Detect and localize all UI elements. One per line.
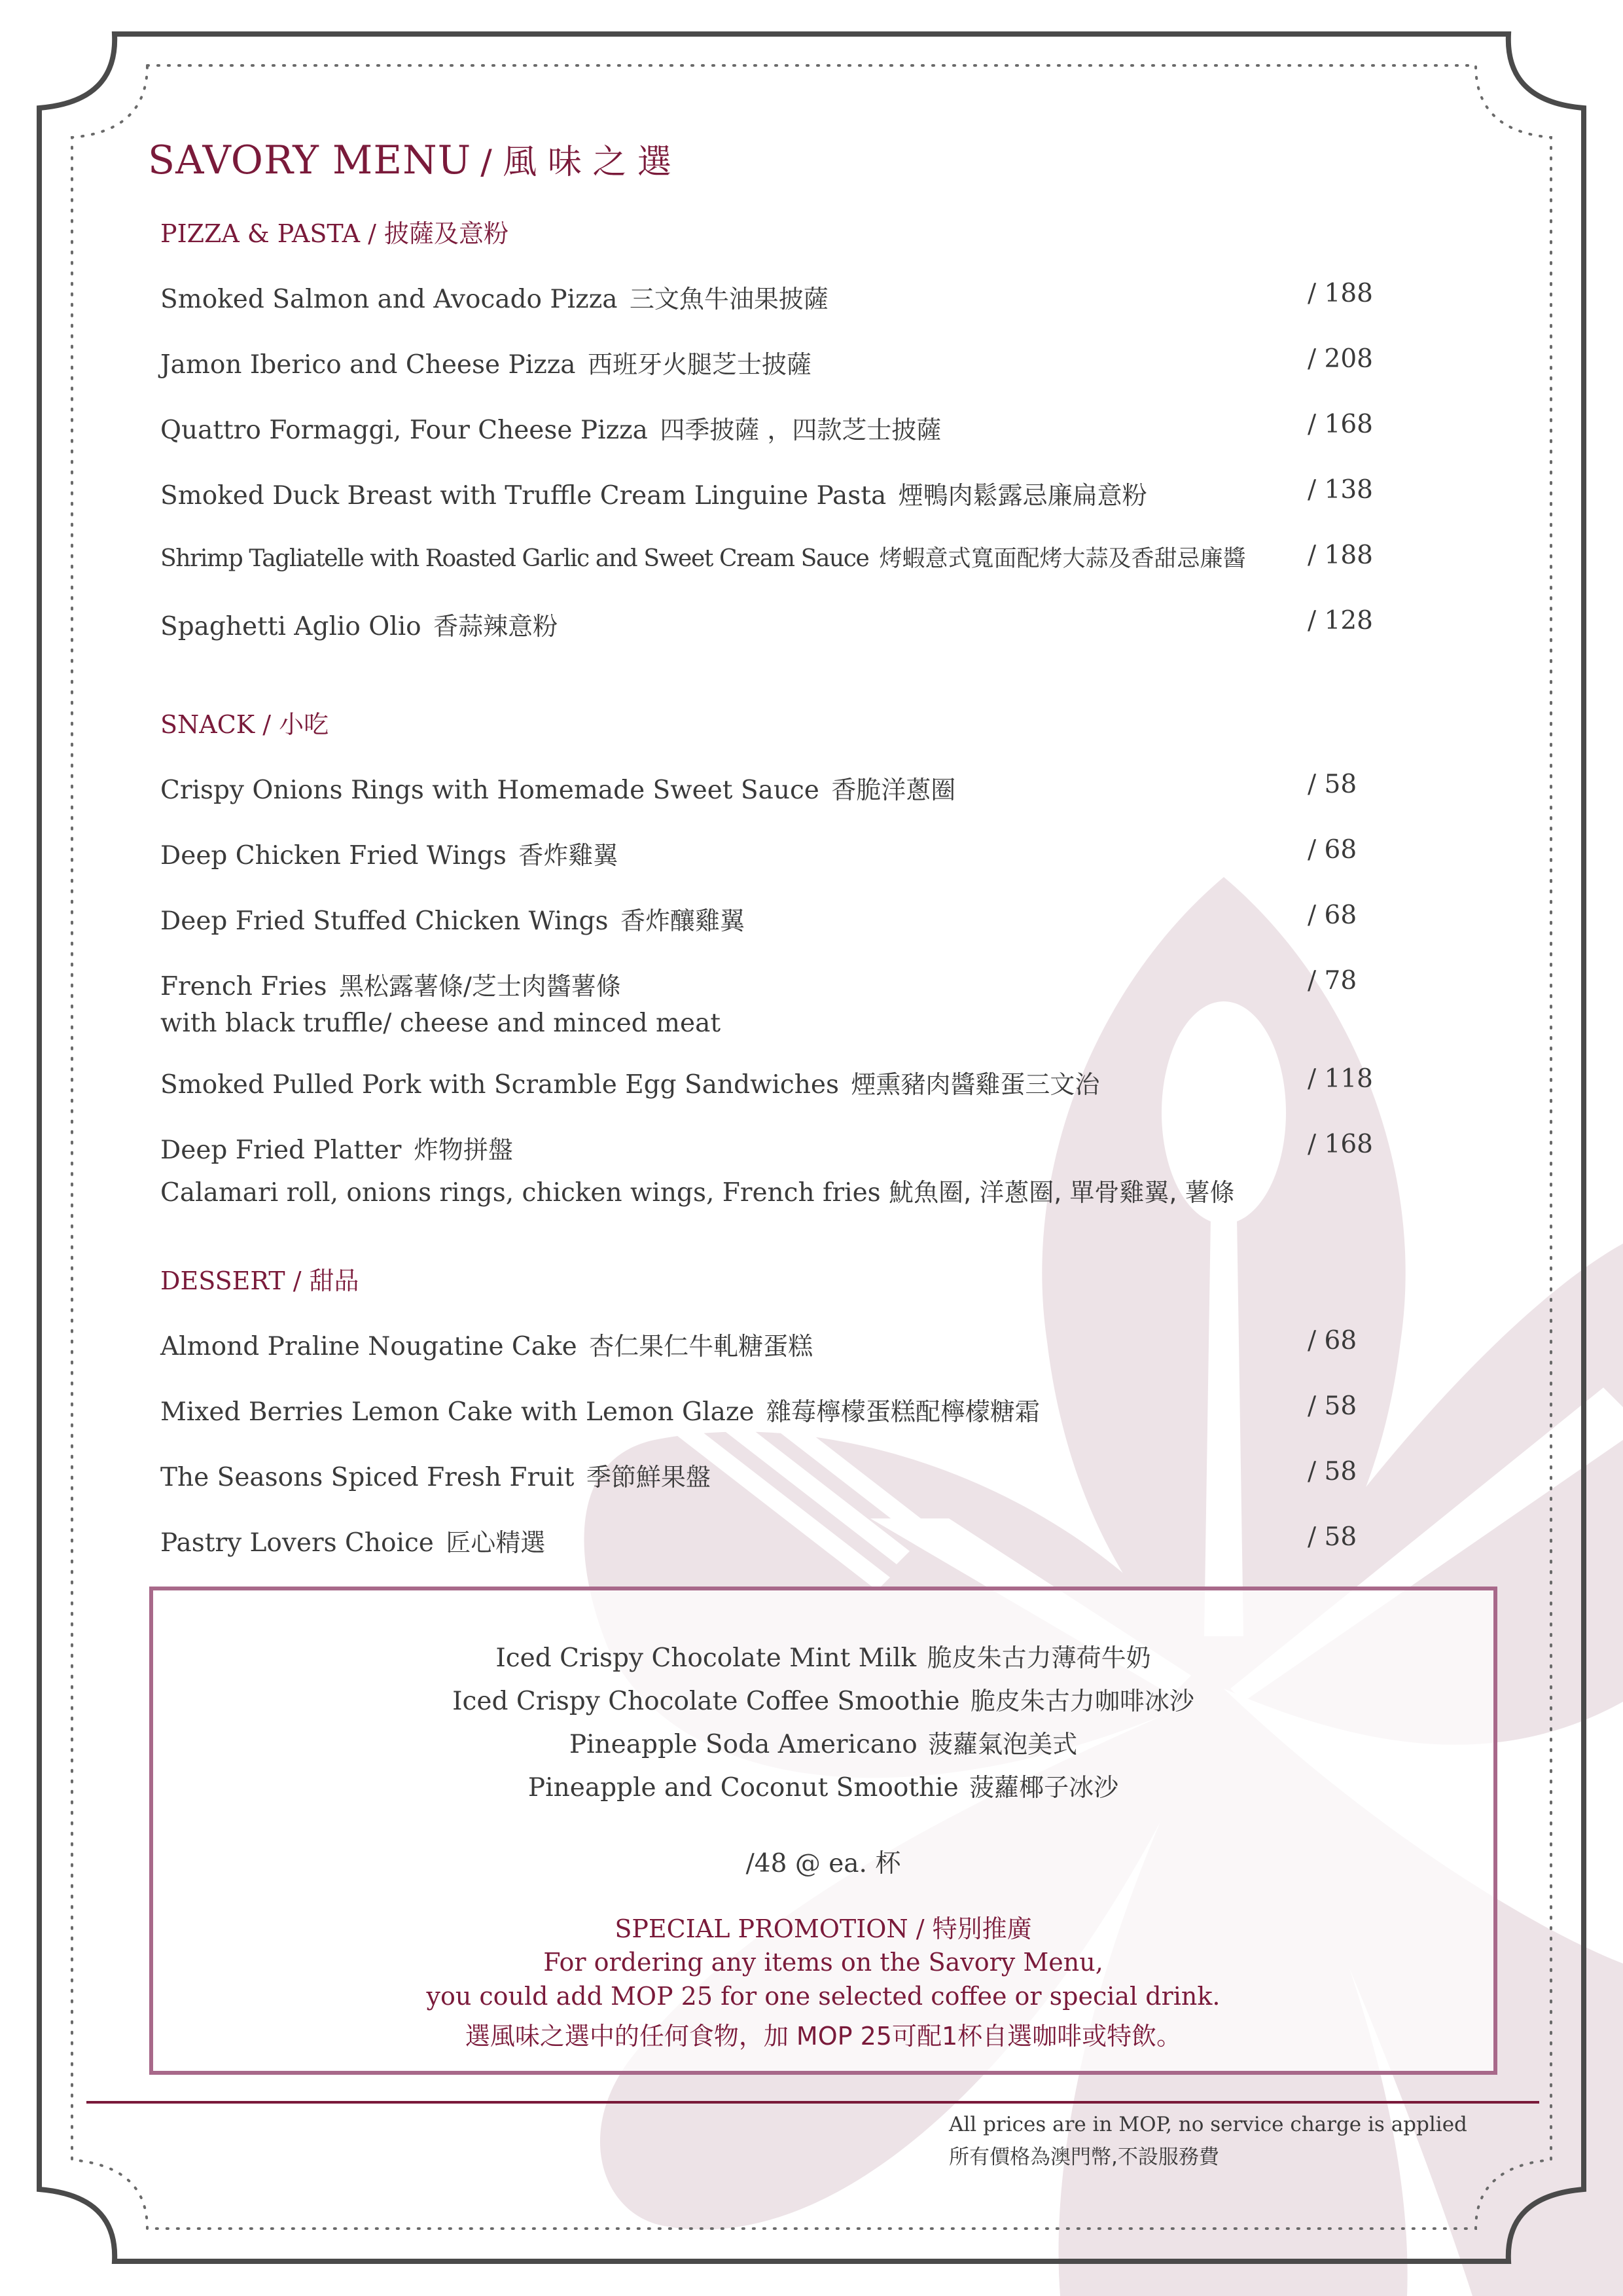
menu-item-fried-platter: Deep Fried Platter 炸物拼盤 Calamari roll, onions rings, chicken wings, French fries 魷魚圈, 洋蔥圈, 單骨雞翼, 薯條 [160, 1136, 1235, 1208]
section-heading-dessert: DESSERT / 甜品 [160, 1266, 359, 1295]
drink-price: /48 @ ea. 杯 [745, 1849, 901, 1878]
menu-item-jamon-iberico-pizza: Jamon Iberico and Cheese Pizza 西班牙火腿芝士披薩 [160, 350, 812, 380]
menu-item-price: / 188 [1308, 279, 1373, 308]
menu-item-onion-rings: Crispy Onions Rings with Homemade Sweet Sauce 香脆洋蔥圈 [160, 776, 956, 805]
menu-item-pastry-lovers-choice: Pastry Lovers Choice 匠心精選 [160, 1528, 546, 1558]
menu-item-quattro-formaggi-pizza: Quattro Formaggi, Four Cheese Pizza 四季披薩 ，四款芝士披薩 [160, 416, 942, 445]
promotion-line-chinese: 選風味之選中的任何食物，加 MOP 25可配1杯自選咖啡或特飲。 [465, 2022, 1182, 2051]
title-chinese: / 風 味 之 選 [480, 143, 671, 182]
menu-item-french-fries: French Fries 黑松露薯條/芝士肉醬薯條 with black truffle/ cheese and minced meat [160, 972, 721, 1038]
menu-item-pulled-pork-sandwich: Smoked Pulled Pork with Scramble Egg Sandwiches 煙熏豬肉醬雞蛋三文治 [160, 1070, 1100, 1100]
page-title [148, 134, 671, 183]
menu-item-smoked-duck-linguine: Smoked Duck Breast with Truffle Cream Linguine Pasta 煙鴨肉鬆露忌廉扁意粉 [160, 481, 1147, 511]
footer-divider [86, 2101, 1539, 2104]
menu-item-price: / 58 [1308, 770, 1357, 799]
menu-item-price: / 128 [1308, 606, 1373, 636]
menu-item-berries-lemon-cake: Mixed Berries Lemon Cake with Lemon Glaze 雜莓檸檬蛋糕配檸檬糖霜 [160, 1397, 1040, 1427]
menu-item-price: / 168 [1308, 410, 1373, 439]
menu-item-description: with black truffle/ cheese and minced meat [160, 1009, 721, 1038]
promotion-line: you could add MOP 25 for one selected coffee or special drink. [426, 1982, 1221, 2011]
menu-item-price: / 208 [1308, 344, 1373, 374]
menu-item-price: / 68 [1308, 835, 1357, 865]
section-heading-snack: SNACK / 小吃 [160, 710, 329, 739]
promotion-title: SPECIAL PROMOTION / 特別推廣 [615, 1914, 1032, 1943]
footer-note-chinese: 所有價格為澳門幣,不設服務費 [949, 2145, 1219, 2169]
menu-item-price: / 58 [1308, 1522, 1357, 1552]
menu-item-price: / 58 [1308, 1457, 1357, 1486]
menu-item-price: / 78 [1308, 966, 1357, 996]
menu-item-stuffed-wings: Deep Fried Stuffed Chicken Wings 香炸釀雞翼 [160, 906, 745, 936]
section-heading-pizza-pasta: PIZZA & PASTA / 披薩及意粉 [160, 219, 508, 248]
menu-item-price: / 58 [1308, 1391, 1357, 1421]
menu-item-price: / 168 [1308, 1130, 1373, 1159]
footer-note-english: All prices are in MOP, no service charge is applied [949, 2113, 1467, 2136]
menu-item-price: / 118 [1308, 1064, 1373, 1094]
menu-item-fried-wings: Deep Chicken Fried Wings 香炸雞翼 [160, 841, 618, 870]
drink-item: Iced Crispy Chocolate Coffee Smoothie 脆皮朱古力咖啡冰沙 [452, 1687, 1194, 1716]
menu-item-price: / 188 [1308, 541, 1373, 570]
menu-item-smoked-salmon-pizza: Smoked Salmon and Avocado Pizza 三文魚牛油果披薩 [160, 285, 829, 314]
menu-item-spaghetti-aglio-olio: Spaghetti Aglio Olio 香蒜辣意粉 [160, 612, 558, 641]
menu-item-price: / 138 [1308, 475, 1373, 505]
menu-item-price: / 68 [1308, 901, 1357, 930]
drink-item: Pineapple Soda Americano 菠蘿氣泡美式 [569, 1730, 1078, 1759]
menu-item-seasonal-fruit: The Seasons Spiced Fresh Fruit 季節鮮果盤 [160, 1463, 711, 1492]
menu-item-shrimp-tagliatelle: Shrimp Tagliatelle with Roasted Garlic and Sweet Cream Sauce 烤蝦意式寬面配烤大蒜及香甜忌廉醬 [160, 545, 1246, 572]
drink-item: Iced Crispy Chocolate Mint Milk 脆皮朱古力薄荷牛奶 [495, 1643, 1151, 1673]
menu-item-almond-praline-cake: Almond Praline Nougatine Cake 杏仁果仁牛軋糖蛋糕 [160, 1332, 813, 1361]
menu-item-price: / 68 [1308, 1326, 1357, 1355]
menu-item-description: Calamari roll, onions rings, chicken wings, French fries 魷魚圈, 洋蔥圈, 單骨雞翼, 薯條 [160, 1178, 1235, 1208]
title-english: SAVORY MENU [148, 137, 472, 183]
drinks-promotion-box [149, 1587, 1497, 2075]
drink-item: Pineapple and Coconut Smoothie 菠蘿椰子冰沙 [527, 1773, 1119, 1803]
promotion-line: For ordering any items on the Savory Menu, [543, 1948, 1103, 1977]
